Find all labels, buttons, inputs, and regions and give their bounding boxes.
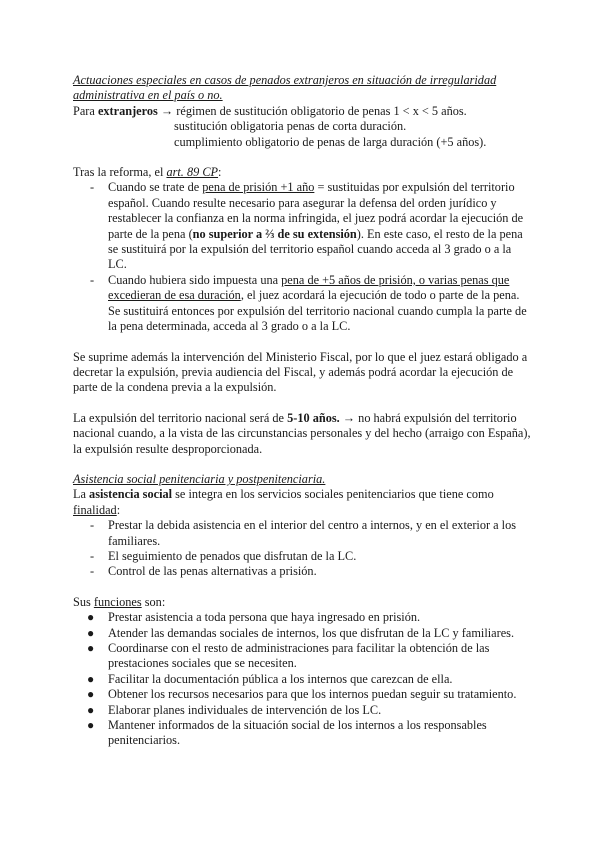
reform-pre: Tras la reforma, el: [73, 165, 167, 180]
list-item: [73, 703, 533, 718]
bullet-icon: ●: [87, 718, 95, 733]
list-item: - Prestar la debida asistencia en el interior del centro a internos, y en el exterior a los familiares.: [73, 518, 533, 549]
list-item: [73, 180, 533, 272]
list-item: - El seguimiento de penados que disfrutan de la LC.: [73, 549, 533, 564]
func-pre: Sus: [73, 594, 94, 609]
functions-intro: [73, 595, 533, 610]
item-text: Facilitar la documentación pública a los internos que carezcan de ella.: [108, 671, 453, 686]
item-text: Obtener los recursos necesarios para que los internos puedan seguir su tratamiento.: [108, 687, 517, 702]
bullet-icon: ●: [87, 625, 95, 640]
bullet-icon: ●: [87, 671, 95, 686]
foreigners-label: extranjeros: [97, 103, 158, 118]
item-text: , el juez acordará la ejecución de todo o parte de la pena. Se sustituirá entonces por expulsión del territorio nacional cuando cumpla la parte de la pena determinada, acceda al 3 grado o a la LC.: [108, 288, 527, 334]
list-item: - Control de las penas alternativas a prisión.: [73, 564, 533, 579]
arrow-glyph: →: [157, 103, 177, 118]
long-sentence-line: cumplimiento obligatorio de penas de larga duración (+5 años).: [174, 134, 487, 149]
item-text: Mantener informados de la situación social de los internos a los responsables penitenciarios.: [108, 718, 487, 748]
functions-list: [73, 610, 533, 749]
reform-list: [73, 180, 533, 334]
functions-label: funciones: [93, 594, 142, 609]
item-text: Elaborar planes individuales de intervención de los LC.: [108, 702, 382, 717]
expulsion-duration: 5-10 años.: [287, 410, 340, 425]
list-item: [73, 641, 533, 672]
list-item: [73, 610, 533, 625]
item-underlined: pena de prisión +1 año: [202, 180, 315, 195]
list-item: [73, 273, 533, 335]
list-item: [73, 718, 533, 749]
reform-line: [73, 165, 533, 180]
short-sentence-line: sustitución obligatoria penas de corta duración.: [174, 119, 407, 134]
expulsion-post: → no habrá expulsión del territorio nacional cuando, a la vista de las circunstancias personales y del hecho (arraigo con España), la expulsión resulte desproporcionada.: [73, 410, 531, 456]
list-item: [73, 626, 533, 641]
bullet-icon: ●: [87, 610, 95, 625]
item-underlined: pena de +5 años de prisión, o varias penas que excedieran de esa duración: [108, 272, 510, 303]
item-bold: no superior a ⅔ de su extensión: [192, 226, 357, 241]
intro-pre: La: [73, 487, 90, 502]
intro-colon: :: [116, 502, 121, 517]
item-text: Cuando hubiera sido impuesta una: [108, 272, 282, 287]
section-title-social-assistance: Asistencia social penitenciaria y postpenitenciaria.: [73, 471, 326, 486]
item-text: Coordinarse con el resto de administraciones para facilitar la obtención de las prestaciones sociales que se necesiten.: [108, 641, 490, 671]
bullet-icon: ●: [87, 687, 95, 702]
section-title-foreign-inmates: Actuaciones especiales en casos de penados extranjeros en situación de irregularidad administrativa en el país o no.: [73, 73, 497, 103]
item-text: Prestar asistencia a toda persona que haya ingresado en prisión.: [108, 610, 421, 625]
item-text: Atender las demandas sociales de internos, los que disfrutan de la LC y familiares.: [108, 625, 515, 640]
bullet-icon: ●: [87, 641, 95, 655]
intro-mid: se integra en los servicios sociales penitenciarios que tiene como: [172, 487, 494, 502]
item-text: = sustituidas por expulsión del territorio español. Cuando resulte necesario para asegurar la defensa del orden jurídico y restablecer la confianza en la norma infringida, el juez podrá acordar la ejecución de parte de la pena (: [108, 180, 524, 241]
bullet-icon: ●: [87, 702, 95, 717]
article-reference: art. 89 CP: [166, 165, 219, 180]
expulsion-pre: La expulsión del territorio nacional será de: [73, 410, 288, 425]
list-item: [73, 687, 533, 702]
item-text: ). En este caso, el resto de la pena se sustituirá por la expulsión del territorio español cuando acceda al 3 grado o a la LC.: [108, 226, 523, 272]
func-post: son:: [141, 594, 166, 609]
document-page: [73, 73, 533, 749]
foreigners-regime-line: [73, 104, 533, 119]
list-item: [73, 672, 533, 687]
intro-pre: Para: [73, 103, 98, 118]
purpose-label: finalidad: [73, 502, 117, 517]
regime-text: régimen de sustitución obligatorio de penas 1 < x < 5 años.: [176, 103, 467, 118]
assistance-intro: [73, 487, 533, 518]
aims-list: [73, 518, 533, 580]
reform-colon: :: [218, 165, 222, 180]
item-text: Cuando se trate de: [108, 180, 203, 195]
expulsion-paragraph: [73, 411, 533, 457]
fiscal-paragraph: Se suprime además la intervención del Ministerio Fiscal, por lo que el juez estará obligado a decretar la expulsión, previa audiencia del Fiscal, y además podrá acordar la ejecución de parte de la condena previa a la expulsión.: [73, 349, 528, 395]
assistance-label: asistencia social: [89, 487, 173, 502]
